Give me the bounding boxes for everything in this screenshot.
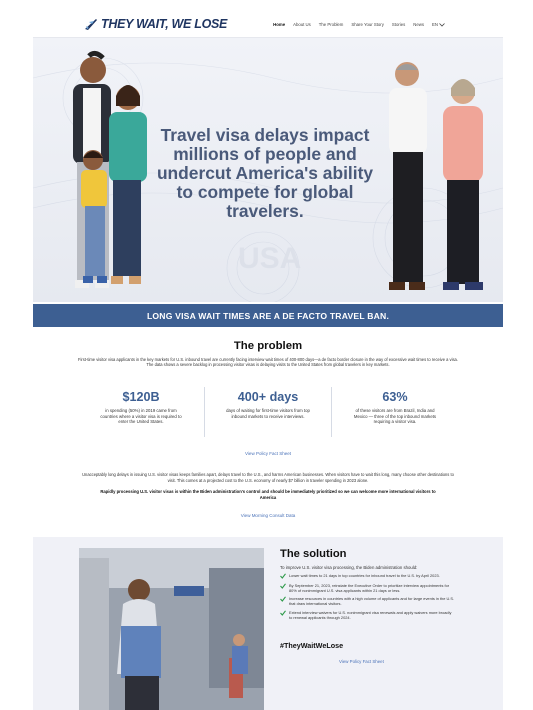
- campaign-hashtag: #TheyWaitWeLose: [280, 641, 344, 650]
- problem-callout: Rapidly processing U.S. visitor visas is within the Biden administration's control and should be immediately prioritized so we can welcome more international visitors to America: [100, 489, 436, 500]
- stat-spending: [78, 387, 204, 437]
- language-label: EN: [432, 22, 438, 27]
- stats-row: [78, 387, 458, 437]
- problem-title: The problem: [233, 340, 303, 352]
- morning-consult-link[interactable]: View Morning Consult Data: [240, 513, 296, 518]
- stat-description: in spending (50%) in 2019 came from countries where a visitor visa is required to enter the United States.: [100, 408, 182, 425]
- banner-text: LONG VISA WAIT TIMES ARE A DE FACTO TRAVEL BAN.: [146, 310, 390, 321]
- family-illustration: [33, 48, 173, 300]
- checkmark-icon: [280, 573, 286, 579]
- nav-news[interactable]: News: [413, 22, 425, 27]
- stat-percent: [331, 387, 458, 437]
- problem-section: [33, 327, 503, 533]
- svg-text:USA: USA: [238, 242, 302, 275]
- elderly-couple-illustration: [363, 60, 503, 300]
- list-item-text: Lower wait times to 21 days in top countries for inbound travel to the U.S. by April 2023.: [289, 573, 440, 578]
- solution-list: [280, 573, 455, 623]
- site-logo[interactable]: [83, 14, 227, 34]
- list-item-text: Increase resources in countries with a high volume of applicants and for large events in the U.S. that draw international visitors.: [289, 596, 455, 607]
- stat-description: days of waiting for first-time visitors from top inbound markets to receive interviews.: [226, 408, 310, 419]
- list-item: [280, 583, 455, 593]
- stat-value: $120B: [122, 390, 160, 404]
- main-nav: [273, 22, 445, 27]
- plane-logo-icon: [83, 16, 99, 32]
- site-header: [33, 0, 503, 38]
- list-item-text: By September 21, 2023, reinstate the Executive Order to prioritize interview appointments for 80% of nonimmigrant U.S. visa applicants within 21 days or less.: [289, 582, 450, 593]
- chevron-down-icon: [439, 23, 445, 27]
- checkmark-icon: [280, 583, 286, 589]
- airport-traveler-photo: [79, 548, 264, 710]
- list-item-text: Extend interview waivers for U.S. nonimmigrant visa renewals and apply waivers more broadly to renewal applicants through 2024.: [289, 609, 452, 620]
- problem-body: Unacceptably long delays in issuing U.S. visitor visas keeps families apart, delays travel to the U.S., and harms American businesses. When visitors have to wait this long, many choose other destinations to visit. This comes at a projected cost to the U.S. economy of nearly $7 billion in traveler spending in 2023 alone.: [82, 472, 454, 483]
- stat-wait-days: [204, 387, 331, 437]
- nav-stories[interactable]: Stories: [391, 22, 406, 27]
- list-item: [280, 610, 455, 620]
- stat-description: of these visitors are from Brazil, India and Mexico — three of the top inbound markets requiring a visitor visa.: [353, 408, 437, 425]
- headline-banner: [33, 304, 503, 327]
- problem-intro: First-time visitor visa applicants in the key markets for U.S. inbound travel are currently facing interview wait times of 400-800 days—a de facto border closure in the way of excessive wait times to receive a visa. The data shows a severe backlog in processing visitor visas is delaying visits to the United States from global travelers in key markets.: [78, 357, 458, 368]
- list-item: [280, 596, 455, 606]
- solution-intro: To improve U.S. visitor visa processing, the Biden administration should:: [280, 565, 418, 570]
- solution-title: The solution: [280, 548, 347, 560]
- checkmark-icon: [280, 596, 286, 602]
- stat-value: 63%: [382, 390, 408, 404]
- hero-section: [33, 38, 503, 302]
- checkmark-icon: [280, 610, 286, 616]
- solution-policy-link[interactable]: View Policy Fact Sheet: [339, 659, 384, 664]
- nav-home[interactable]: Home: [273, 22, 286, 27]
- nav-share-story[interactable]: Share Your Story: [351, 22, 384, 27]
- language-selector[interactable]: [432, 22, 445, 27]
- list-item: [280, 573, 455, 579]
- nav-problem[interactable]: The Problem: [318, 22, 344, 27]
- hero-headline: Travel visa delays impact millions of people and undercut America's ability to compete for global travelers.: [156, 125, 374, 221]
- stat-value: 400+ days: [237, 390, 299, 404]
- solution-section: [33, 537, 503, 710]
- policy-fact-sheet-link[interactable]: View Policy Fact Sheet: [245, 451, 291, 456]
- logo-text: THEY WAIT, WE LOSE: [101, 17, 228, 31]
- nav-about[interactable]: About Us: [293, 22, 311, 27]
